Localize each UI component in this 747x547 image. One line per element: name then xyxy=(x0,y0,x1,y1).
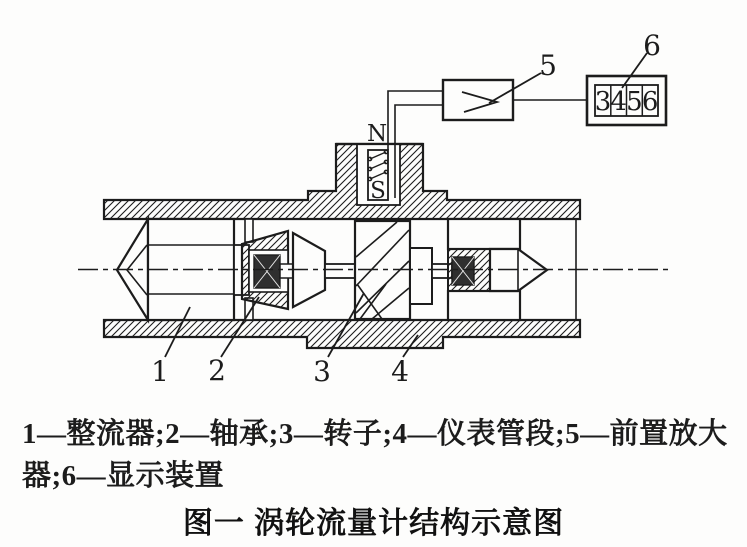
pipe-bottom-wall xyxy=(104,320,580,348)
rear-support-assembly xyxy=(448,219,547,320)
pipe-top-wall xyxy=(104,144,580,219)
callout-4: 4 xyxy=(391,355,409,388)
rotor-hub xyxy=(410,248,432,304)
shaft-stub-front xyxy=(280,264,293,278)
coil-wire-upper xyxy=(388,91,443,150)
callout-1: 1 xyxy=(151,355,169,388)
callout-5: 5 xyxy=(539,49,557,82)
support-strut-top xyxy=(245,219,253,242)
figure-title: 图一 涡轮流量计结构示意图 xyxy=(182,507,565,540)
rear-support-upper xyxy=(448,219,520,249)
display-digit-1: 3 xyxy=(594,87,612,117)
display-digit-3: 5 xyxy=(626,87,643,117)
callout-3: 3 xyxy=(313,355,331,388)
caption-legend-line-1: 1—整流器;2—轴承;3—转子;4—仪表管段;5—前置放大 xyxy=(22,418,728,450)
south-pole-label: S xyxy=(370,178,386,204)
rear-support-lower xyxy=(448,291,520,320)
callout-2: 2 xyxy=(208,354,226,387)
caption-legend-line-2: 器;6—显示装置 xyxy=(22,460,225,492)
rotor-shaft-front xyxy=(325,264,355,278)
preamplifier-box xyxy=(443,80,513,120)
display-digit-2: 4 xyxy=(610,87,627,117)
display-box xyxy=(587,76,666,125)
north-pole-label: N xyxy=(366,121,388,147)
callout-6: 6 xyxy=(643,29,661,62)
display-digit-4: 6 xyxy=(641,87,659,117)
